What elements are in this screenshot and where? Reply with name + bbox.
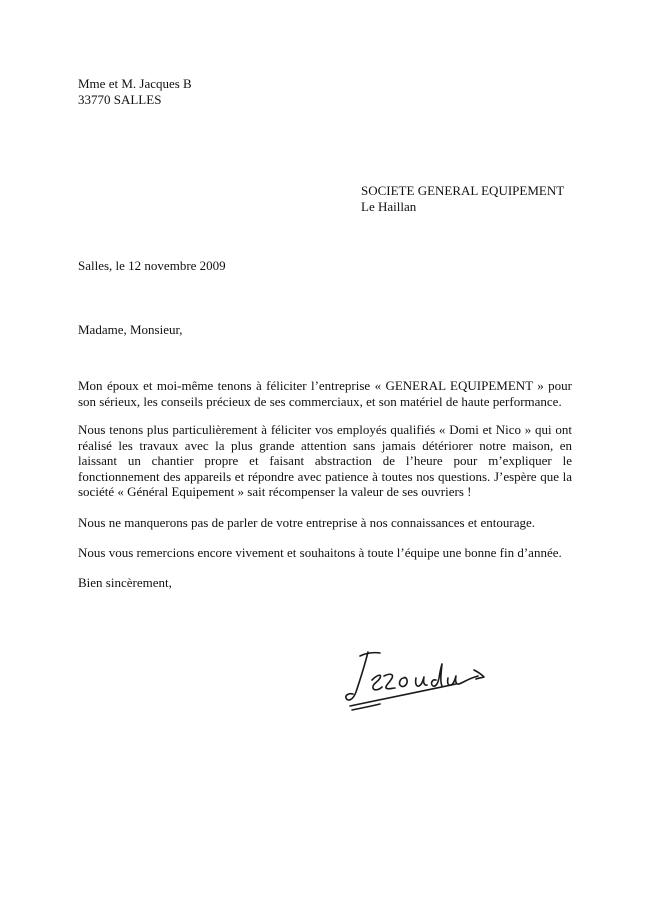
paragraph-recommendation bbox=[78, 515, 572, 531]
sender-name: Mme et M. Jacques B bbox=[78, 76, 192, 91]
sender-address: 33770 SALLES bbox=[78, 92, 162, 107]
recipient-name: SOCIETE GENERAL EQUIPEMENT bbox=[361, 183, 565, 198]
paragraph-line: Mon époux et moi-même tenons à féliciter l’entreprise « GENERAL EQUIPEMENT » pour bbox=[78, 378, 572, 393]
paragraph-line: société « Général Equipement » sait récompenser la valeur de ses ouvriers ! bbox=[78, 484, 472, 499]
paragraph-line: laissant un chantier propre et faisant abstraction de l’heure pour m’expliquer le bbox=[78, 453, 572, 468]
paragraph-line: Nous tenons plus particulièrement à féliciter vos employés qualifiés « Domi et Nico » qui ont bbox=[78, 422, 572, 437]
paragraph-line: fonctionnement des appareils et répondre avec patience à toutes nos questions. J’espère que la bbox=[78, 468, 572, 484]
paragraph-line: son sérieux, les conseils précieux de ses commerciaux, et son matériel de haute performance. bbox=[78, 393, 562, 409]
paragraph-thanks bbox=[78, 545, 572, 561]
paragraph-employees bbox=[78, 422, 572, 500]
closing: Bien sincèrement, bbox=[78, 575, 172, 590]
paragraph-line: réalisé les travaux avec la plus grande attention sans jamais détériorer notre maison, en bbox=[78, 437, 572, 453]
signature-strokes bbox=[346, 652, 484, 710]
recipient-address: Le Haillan bbox=[361, 199, 417, 214]
salutation: Madame, Monsieur, bbox=[78, 322, 183, 337]
paragraph-congratulations bbox=[78, 378, 572, 409]
date-line: Salles, le 12 novembre 2009 bbox=[78, 258, 226, 273]
paragraph-line: Nous vous remercions encore vivement et souhaitons à toute l’équipe une bonne fin d’année. bbox=[78, 545, 562, 560]
paragraph-line: Nous ne manquerons pas de parler de votre entreprise à nos connaissances et entourage. bbox=[78, 515, 535, 530]
handwritten-signature bbox=[338, 640, 498, 720]
